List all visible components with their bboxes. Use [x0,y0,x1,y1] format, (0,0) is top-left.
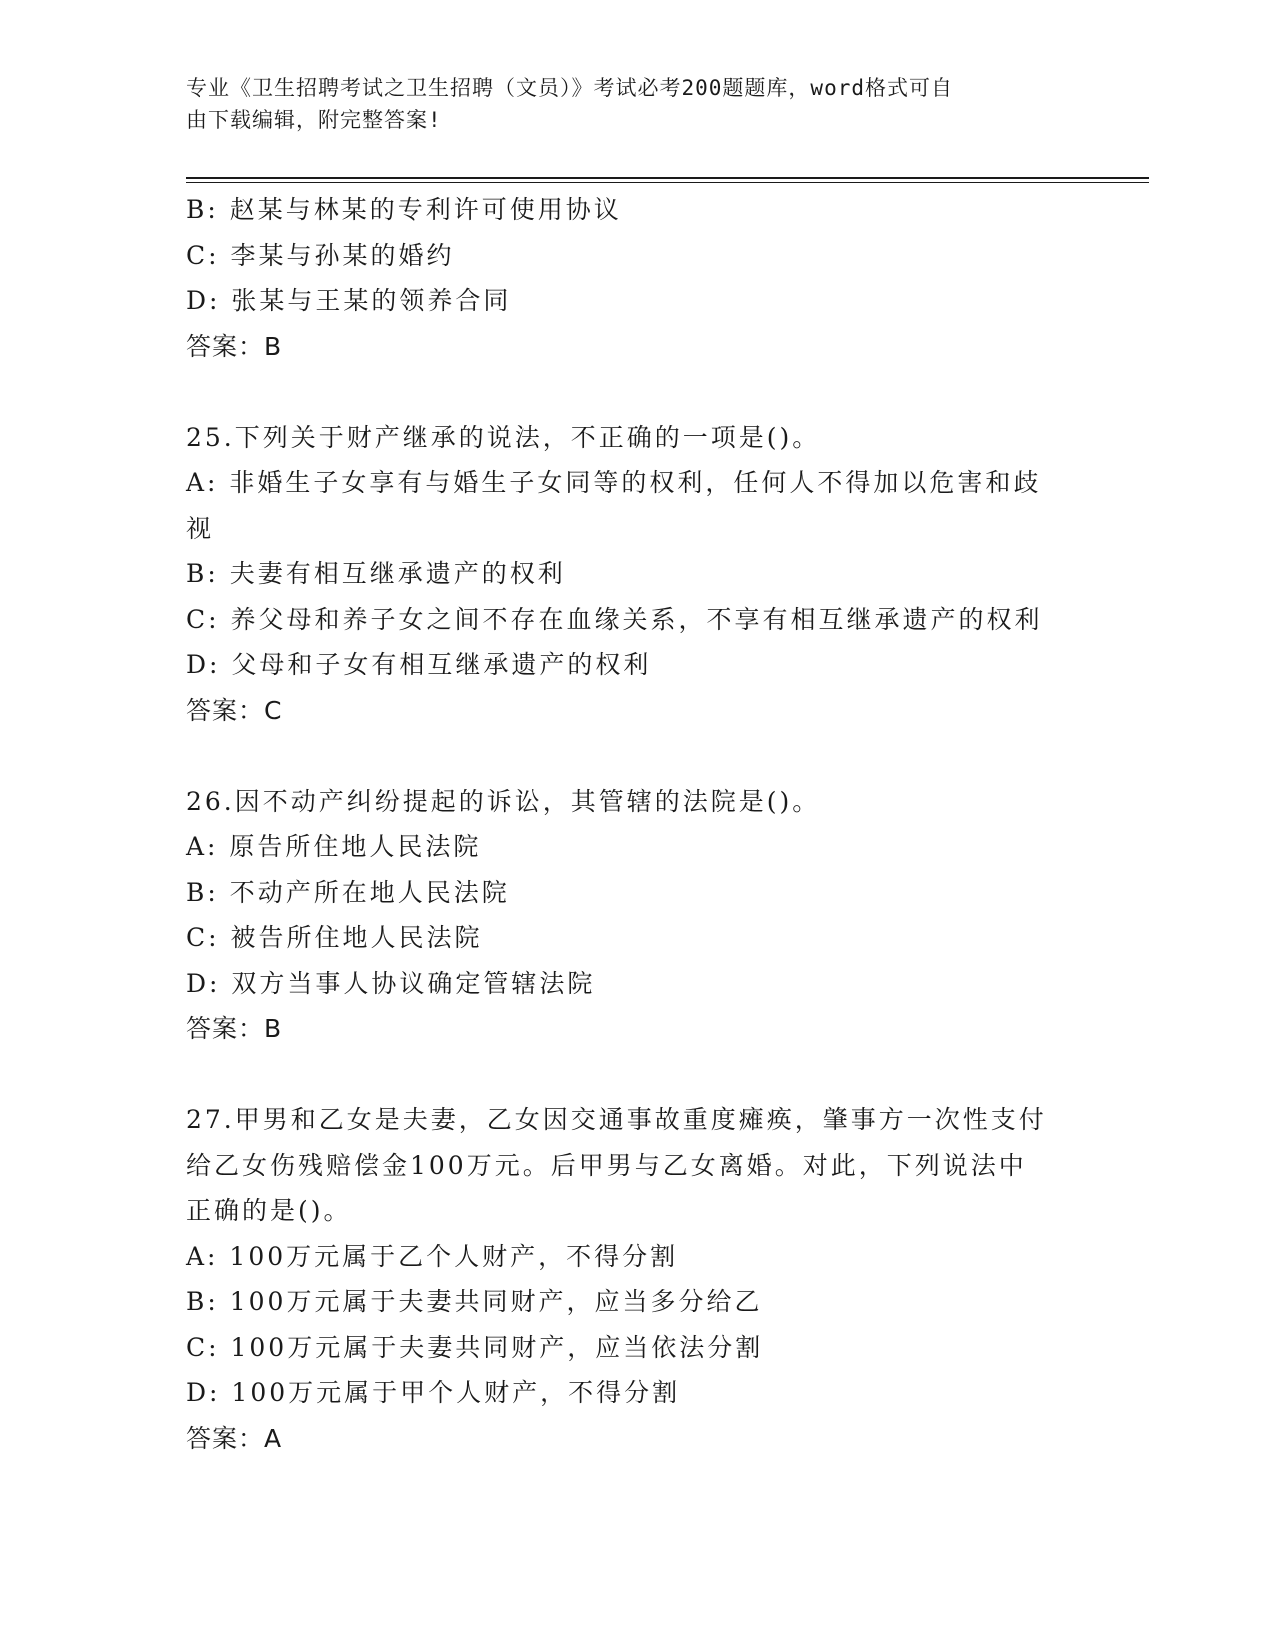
question-26 [186,779,1086,1052]
question-list [186,187,1086,1461]
question-stem-line-2: 给乙女伤残赔偿金100万元。后甲男与乙女离婚。对此，下列说法中 [186,1150,1027,1180]
question-stem-line-1: 27.甲男和乙女是夫妻，乙女因交通事故重度瘫痪，肇事方一次性支付 [186,1105,1047,1134]
option-b: B: 不动产所在地人民法院 [186,877,510,907]
option-a: A: 非婚生子女享有与婚生子女同等的权利，任何人不得加以危害和歧 [186,468,1042,497]
option-b: B: 夫妻有相互继承遗产的权利 [186,559,566,588]
option-a-continued: 视 [186,513,215,543]
option-c: C: 李某与孙某的婚约 [186,240,455,270]
option-d: D: 父母和子女有相互继承遗产的权利 [186,650,652,679]
header-rule-thick [186,177,1149,179]
question-24-continued [186,187,1086,369]
spacer [186,733,1086,779]
option-a: A: 100万元属于乙个人财产，不得分割 [186,1241,679,1271]
option-c: C: 100万元属于夫妻共同财产，应当依法分割 [186,1332,764,1362]
header-line-2: 由下载编辑，附完整答案! [186,108,442,132]
answer-label: 答案：B [186,1014,283,1043]
option-a: A: 原告所住地人民法院 [186,832,482,861]
header-rule-thin [186,182,1149,183]
question-27 [186,1097,1086,1461]
answer-label: 答案：C [186,695,283,725]
option-d: D: 张某与王某的领养合同 [186,286,512,315]
option-d: D: 双方当事人协议确定管辖法院 [186,968,596,998]
option-c: C: 养父母和养子女之间不存在血缘关系，不享有相互继承遗产的权利 [186,604,1043,634]
question-stem: 26.因不动产纠纷提起的诉讼，其管辖的法院是()。 [186,786,821,816]
answer-label: 答案：B [186,331,283,361]
answer-label: 答案：A [186,1423,283,1453]
spacer [186,369,1086,415]
question-25 [186,415,1086,734]
spacer [186,1052,1086,1098]
option-b: B: 100万元属于夫妻共同财产，应当多分给乙 [186,1287,763,1316]
option-d: D: 100万元属于甲个人财产，不得分割 [186,1378,681,1407]
question-stem-line-3: 正确的是()。 [186,1196,352,1225]
question-stem: 25.下列关于财产继承的说法，不正确的一项是()。 [186,422,821,452]
option-c: C: 被告所住地人民法院 [186,923,483,952]
document-header [186,72,1066,136]
header-line-1: 专业《卫生招聘考试之卫生招聘（文员）》考试必考200题题库，word格式可自 [186,76,953,100]
option-b: B: 赵某与林某的专利许可使用协议 [186,195,622,224]
